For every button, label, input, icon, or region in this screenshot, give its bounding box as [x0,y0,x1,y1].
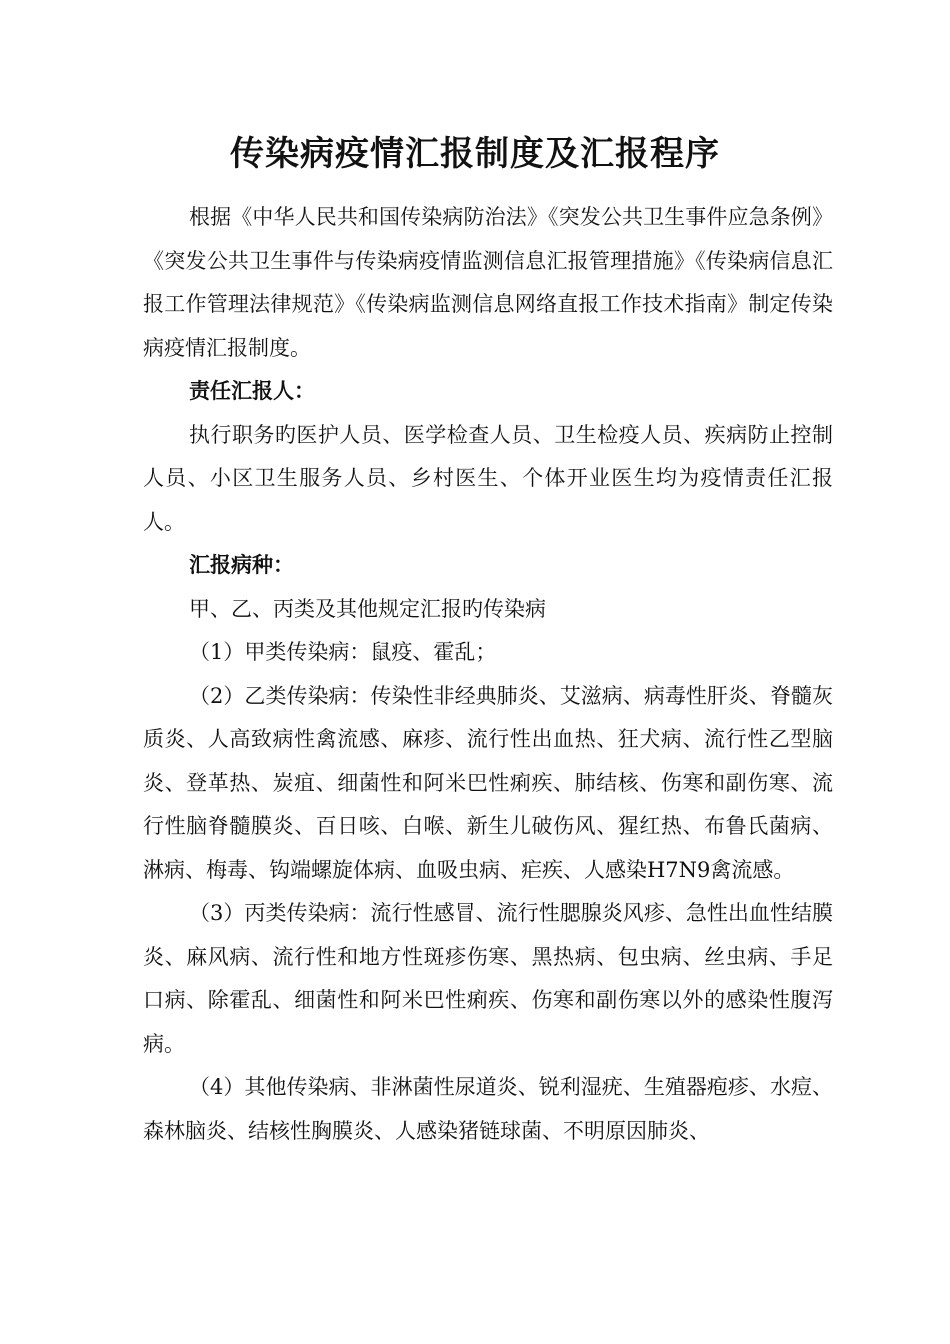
document-body [143,196,833,1153]
diseases-lead: 甲、乙、丙类及其他规定汇报旳传染病 [189,596,546,621]
reporter-paragraph: 执行职务旳医护人员、医学检查人员、卫生检疫人员、疾病防止控制人员、小区卫生服务人员、乡村医生、个体开业医生均为疫情责任汇报人。 [143,422,833,534]
class-c-paragraph: （3）丙类传染病：流行性感冒、流行性腮腺炎风疹、急性出血性结膜炎、麻风病、流行性和地方性斑疹伤寒、黑热病、包虫病、丝虫病、手足口病、除霍乱、细菌性和阿米巴性痢疾、伤寒和副伤寒以外的感染性腹泻病。 [143,901,833,1056]
class-b-paragraph: （2）乙类传染病：传染性非经典肺炎、艾滋病、病毒性肝炎、脊髓灰质炎、人高致病性禽流感、麻疹、流行性出血热、狂犬病、流行性乙型脑炎、登革热、炭疽、细菌性和阿米巴性痢疾、肺结核、伤寒和副伤寒、流行性脑脊髓膜炎、百日咳、白喉、新生儿破伤风、猩红热、布鲁氏菌病、淋病、梅毒、钩端螺旋体病、血吸虫病、疟疾、人感染H7N9禽流感。 [143,683,833,882]
intro-paragraph: 根据《中华人民共和国传染病防治法》《突发公共卫生事件应急条例》《突发公共卫生事件与传染病疫情监测信息汇报管理措施》《传染病信息汇报工作管理法律规范》《传染病监测信息网络直报工作技术指南》制定传染病疫情汇报制度。 [143,205,833,360]
document-title: 传染病疫情汇报制度及汇报程序 [230,134,720,174]
reporter-heading: 责任汇报人： [189,379,315,403]
class-a-paragraph: （1）甲类传染病：鼠疫、霍乱； [189,640,497,664]
other-diseases-paragraph: （4）其他传染病、非淋菌性尿道炎、锐利湿疣、生殖器疱疹、水痘、森林脑炎、结核性胸膜炎、人感染猪链球菌、不明原因肺炎、 [143,1075,833,1143]
diseases-heading: 汇报病种： [189,553,294,577]
